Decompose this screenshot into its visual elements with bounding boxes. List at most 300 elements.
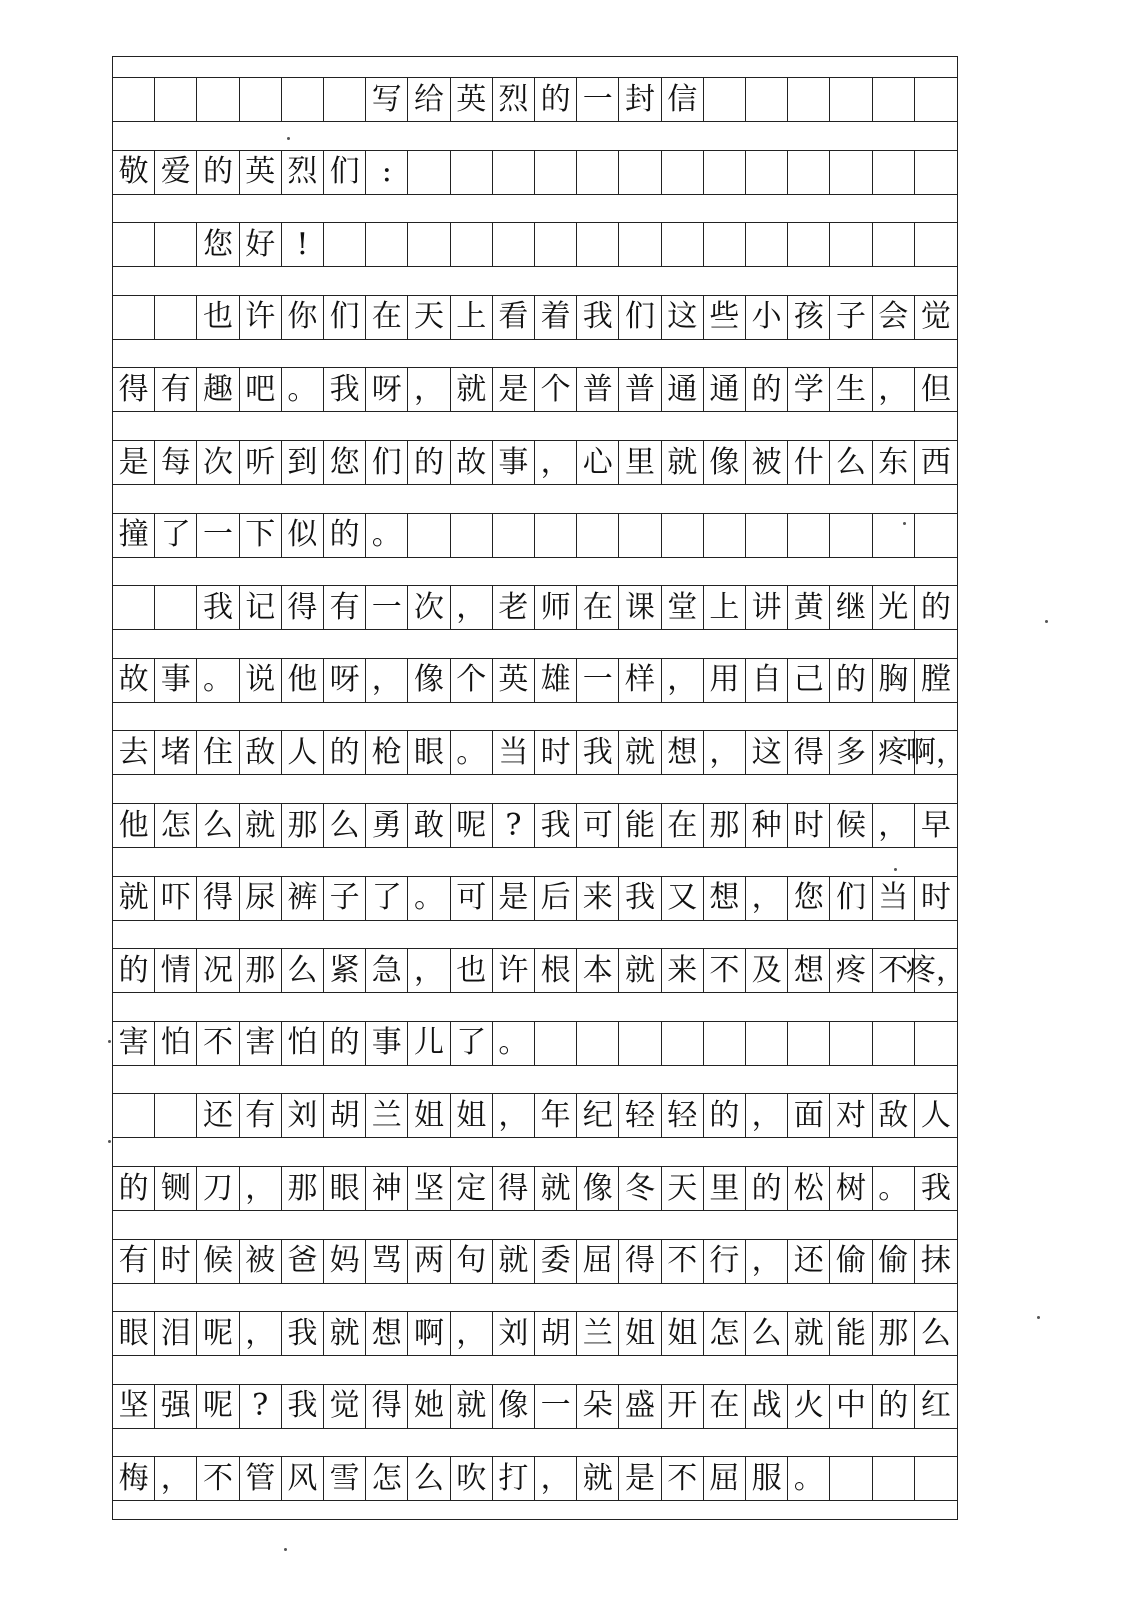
grid-cell: [915, 223, 957, 266]
pencil-dot: [108, 1140, 111, 1143]
grid-cell: 人: [282, 731, 324, 774]
grid-cell: 怕: [155, 1022, 197, 1065]
grid-cell: 可: [577, 804, 619, 847]
grid-cell: 啊，: [905, 734, 966, 770]
grid-cell: [535, 514, 577, 557]
letter-line-row: [113, 295, 957, 340]
grid-cell: 及: [746, 949, 788, 992]
grid-cell: 就: [240, 804, 282, 847]
pencil-dot: [894, 868, 897, 871]
grid-cell: 想: [788, 949, 830, 992]
grid-cell: 姐: [408, 1094, 450, 1137]
grid-cell: 儿: [408, 1022, 450, 1065]
grid-cell: 的: [535, 78, 577, 121]
grid-cell: 们: [324, 151, 366, 194]
grid-cell: 得: [282, 586, 324, 629]
grid-cell: [915, 514, 957, 557]
grid-cell: [873, 1022, 915, 1065]
grid-cell: 什: [788, 441, 830, 484]
grid-cell: [704, 223, 746, 266]
grid-cell: 天: [408, 296, 450, 339]
grid-cell: 每: [155, 441, 197, 484]
grid-cell: [408, 514, 450, 557]
grid-cell: 我: [619, 877, 661, 920]
grid-cell: 来: [577, 877, 619, 920]
letter-line-row: [113, 1311, 957, 1356]
grid-cell: [746, 514, 788, 557]
grid-cell: 朵: [577, 1385, 619, 1428]
grid-cell: 一: [577, 659, 619, 702]
grid-cell: 们: [366, 441, 408, 484]
grid-cell: 一: [366, 586, 408, 629]
grid-cell: 姐: [662, 1312, 704, 1355]
grid-cell: 红: [920, 1388, 951, 1424]
grid-cell: [873, 1457, 915, 1500]
grid-cell: ，: [408, 368, 450, 411]
grid-cell: ，: [408, 949, 450, 992]
grid-cell: 那: [282, 1167, 324, 1210]
grid-cell: 怎: [155, 804, 197, 847]
grid-cell: 我: [324, 368, 366, 411]
grid-cell: 就: [662, 441, 704, 484]
grid-cell: 。: [282, 368, 324, 411]
grid-cell: [788, 151, 830, 194]
grid-cell: ?: [493, 804, 535, 847]
grid-cell: 还: [197, 1094, 239, 1137]
grid-cell: 吹: [451, 1457, 493, 1500]
grid-cell: ，: [873, 368, 915, 411]
grid-cell: 继: [830, 586, 872, 629]
grid-cell: 就: [577, 1457, 619, 1500]
grid-cell: 像: [493, 1385, 535, 1428]
grid-cell: ，: [746, 1240, 788, 1283]
grid-cell: 记: [240, 586, 282, 629]
grid-cell: 神: [366, 1167, 408, 1210]
grid-cell: [704, 514, 746, 557]
grid-cell: 就: [619, 731, 661, 774]
grid-cell: [282, 78, 324, 121]
grid-cell: 烈: [493, 78, 535, 121]
grid-cell: 轻: [662, 1094, 704, 1137]
grid-cell: 你: [282, 296, 324, 339]
grid-cell: 像: [704, 441, 746, 484]
grid-cell: 。: [408, 877, 450, 920]
grid-cell: :: [366, 151, 408, 194]
grid-cell: 纪: [577, 1094, 619, 1137]
grid-cell: [493, 223, 535, 266]
grid-cell: 通: [662, 368, 704, 411]
grid-cell: 呢: [197, 1385, 239, 1428]
grid-cell: [915, 1457, 957, 1500]
grid-cell: 您: [197, 223, 239, 266]
grid-cell: 些: [704, 296, 746, 339]
grid-cell: 抹: [920, 1243, 951, 1279]
grid-cell: 眼: [324, 1167, 366, 1210]
grid-cell: 轻: [619, 1094, 661, 1137]
grid-cell: 就: [493, 1240, 535, 1283]
grid-cell: 的: [746, 368, 788, 411]
grid-cell: 被: [240, 1240, 282, 1283]
grid-cell: 么: [920, 1315, 951, 1351]
grid-cell: 给: [408, 78, 450, 121]
grid-cell: 的: [408, 441, 450, 484]
letter-line-row: [113, 1093, 957, 1138]
grid-cell: 是: [493, 877, 535, 920]
grid-cell: 早: [920, 807, 951, 843]
grid-cell: 里: [704, 1167, 746, 1210]
grid-cell: [535, 1022, 577, 1065]
grid-cell: 打: [493, 1457, 535, 1500]
grid-cell: [746, 1022, 788, 1065]
grid-cell: 冬: [619, 1167, 661, 1210]
grid-cell: 坚: [113, 1385, 155, 1428]
grid-cell: !: [282, 223, 324, 266]
grid-cell: 。: [788, 1457, 830, 1500]
grid-cell: 疼: [873, 731, 915, 774]
grid-cell: 上: [451, 296, 493, 339]
grid-cell: 那: [240, 949, 282, 992]
grid-cell: 得: [366, 1385, 408, 1428]
grid-cell: [915, 78, 957, 121]
grid-cell: 个: [451, 659, 493, 702]
grid-cell: 句: [451, 1240, 493, 1283]
grid-cell: 在: [662, 804, 704, 847]
grid-cell: 上: [704, 586, 746, 629]
grid-cell: 也: [197, 296, 239, 339]
grid-cell: ，: [451, 1312, 493, 1355]
grid-cell: 敢: [408, 804, 450, 847]
grid-cell: 就: [535, 1167, 577, 1210]
grid-cell: [873, 78, 915, 121]
grid-cell: 我: [282, 1312, 324, 1355]
grid-cell: 您: [788, 877, 830, 920]
grid-cell: 雪: [324, 1457, 366, 1500]
grid-cell: 心: [577, 441, 619, 484]
grid-cell: 的: [113, 949, 155, 992]
grid-cell: ，: [155, 1457, 197, 1500]
grid-cell: 况: [197, 949, 239, 992]
grid-cell: 想: [662, 731, 704, 774]
grid-cell: 子: [324, 877, 366, 920]
grid-cell: 强: [155, 1385, 197, 1428]
grid-cell: 雄: [535, 659, 577, 702]
grid-cell: [451, 151, 493, 194]
grid-cell: [408, 151, 450, 194]
grid-cell: 就: [113, 877, 155, 920]
letter-line-row: [113, 440, 957, 485]
grid-cell: 孩: [788, 296, 830, 339]
grid-cell: 的: [873, 1385, 915, 1428]
grid-cell: 刘: [282, 1094, 324, 1137]
grid-cell: 老: [493, 586, 535, 629]
grid-cell: 姐: [619, 1312, 661, 1355]
grid-cell: 得: [113, 368, 155, 411]
grid-cell: 本: [577, 949, 619, 992]
grid-cell: 得: [493, 1167, 535, 1210]
grid-cell: 盛: [619, 1385, 661, 1428]
grid-cell: 我: [577, 296, 619, 339]
grid-cell: [155, 1094, 197, 1137]
grid-cell: [451, 223, 493, 266]
pencil-dot: [1045, 620, 1048, 623]
grid-cell: 管: [240, 1457, 282, 1500]
grid-cell: 多: [830, 731, 872, 774]
grid-cell: 在: [366, 296, 408, 339]
grid-cell: 兰: [577, 1312, 619, 1355]
grid-cell: 兰: [366, 1094, 408, 1137]
grid-cell: 觉: [920, 299, 951, 335]
grid-cell: [619, 151, 661, 194]
grid-cell: 中: [830, 1385, 872, 1428]
grid-cell: 说: [240, 659, 282, 702]
grid-cell: 不: [662, 1240, 704, 1283]
grid-cell: 的: [830, 659, 872, 702]
grid-cell: [113, 296, 155, 339]
grid-cell: 眼: [408, 731, 450, 774]
grid-cell: 害: [113, 1022, 155, 1065]
grid-cell: 的: [704, 1094, 746, 1137]
grid-cell: 撞: [113, 514, 155, 557]
grid-cell: 尿: [240, 877, 282, 920]
grid-cell: 学: [788, 368, 830, 411]
grid-cell: 姐: [451, 1094, 493, 1137]
grid-cell: 我: [282, 1385, 324, 1428]
grid-cell: 我: [577, 731, 619, 774]
grid-cell: ，: [873, 804, 915, 847]
grid-cell: [577, 151, 619, 194]
grid-cell: 怎: [366, 1457, 408, 1500]
letter-line-row: [113, 513, 957, 558]
grid-cell: 像: [577, 1167, 619, 1210]
grid-cell: 铡: [155, 1167, 197, 1210]
letter-line-row: [113, 876, 957, 921]
grid-cell: 他: [282, 659, 324, 702]
grid-cell: [577, 223, 619, 266]
grid-cell: [324, 223, 366, 266]
grid-cell: 们: [619, 296, 661, 339]
grid-cell: 普: [577, 368, 619, 411]
grid-cell: 一: [577, 78, 619, 121]
grid-cell: [830, 151, 872, 194]
grid-cell: [746, 223, 788, 266]
grid-cell: 战: [746, 1385, 788, 1428]
grid-cell: 们: [830, 877, 872, 920]
grid-cell: [830, 1022, 872, 1065]
grid-cell: [873, 514, 915, 557]
grid-cell: 有: [324, 586, 366, 629]
grid-cell: 面: [788, 1094, 830, 1137]
grid-cell: 得: [788, 731, 830, 774]
grid-cell: 就: [451, 1385, 493, 1428]
grid-cell: [197, 78, 239, 121]
letter-line-row: [113, 1239, 957, 1284]
grid-cell: 树: [830, 1167, 872, 1210]
grid-cell: [155, 586, 197, 629]
grid-cell: 故: [113, 659, 155, 702]
grid-cell: 。: [366, 514, 408, 557]
grid-cell: [366, 223, 408, 266]
grid-cell: 天: [662, 1167, 704, 1210]
grid-cell: 在: [577, 586, 619, 629]
grid-cell: [830, 223, 872, 266]
grid-cell: 的: [113, 1167, 155, 1210]
grid-cell: ，: [535, 441, 577, 484]
grid-cell: 像: [408, 659, 450, 702]
grid-cell: 会: [873, 296, 915, 339]
grid-cell: 时: [535, 731, 577, 774]
grid-cell: 的: [920, 589, 951, 625]
grid-cell: 东: [873, 441, 915, 484]
grid-cell: 能: [830, 1312, 872, 1355]
grid-cell: 就: [619, 949, 661, 992]
grid-cell: 堂: [662, 586, 704, 629]
grid-cell: ?: [240, 1385, 282, 1428]
grid-cell: 怕: [282, 1022, 324, 1065]
grid-cell: 定: [451, 1167, 493, 1210]
grid-cell: [873, 151, 915, 194]
letter-line-row: [113, 1384, 957, 1429]
grid-cell: [451, 514, 493, 557]
grid-cell: 吧: [240, 368, 282, 411]
grid-cell: 年: [535, 1094, 577, 1137]
grid-cell: 当: [493, 731, 535, 774]
grid-cell: 么: [408, 1457, 450, 1500]
pencil-dot: [284, 1548, 287, 1551]
grid-cell: [155, 78, 197, 121]
grid-cell: 了: [451, 1022, 493, 1065]
grid-cell: 人: [920, 1097, 951, 1133]
grid-cell: 好: [240, 223, 282, 266]
grid-cell: [704, 1022, 746, 1065]
grid-cell: 我: [535, 804, 577, 847]
grid-cell: 着: [535, 296, 577, 339]
grid-cell: 泪: [155, 1312, 197, 1355]
grid-cell: 自: [746, 659, 788, 702]
grid-cell: [619, 514, 661, 557]
grid-cell: 是: [113, 441, 155, 484]
grid-cell: 候: [830, 804, 872, 847]
grid-cell: [662, 1022, 704, 1065]
grid-cell: 他: [113, 804, 155, 847]
grid-cell: 通: [704, 368, 746, 411]
grid-cell: 爸: [282, 1240, 324, 1283]
grid-cell: 膛: [920, 662, 951, 698]
grid-cell: [788, 223, 830, 266]
letter-title-row: [113, 77, 957, 122]
grid-cell: 疼，: [905, 952, 966, 988]
grid-cell: 事: [493, 441, 535, 484]
grid-cell: [915, 151, 957, 194]
grid-cell: 偷: [830, 1240, 872, 1283]
grid-cell: 我: [920, 1170, 951, 1206]
letter-line-row: [113, 1166, 957, 1211]
grid-cell: 害: [240, 1022, 282, 1065]
grid-cell: 的: [746, 1167, 788, 1210]
grid-cell: 样: [619, 659, 661, 702]
grid-cell: 的: [324, 731, 366, 774]
letter-line-row: [113, 222, 957, 267]
grid-cell: 就: [451, 368, 493, 411]
grid-cell: 下: [240, 514, 282, 557]
grid-cell: 小: [746, 296, 788, 339]
grid-cell: 眼: [113, 1312, 155, 1355]
grid-cell: 事: [155, 659, 197, 702]
grid-cell: 课: [619, 586, 661, 629]
grid-cell: 胡: [535, 1312, 577, 1355]
grid-cell: 火: [788, 1385, 830, 1428]
grid-cell: 趣: [197, 368, 239, 411]
grid-cell: 么: [197, 804, 239, 847]
grid-cell: ，: [240, 1312, 282, 1355]
grid-cell: 时: [920, 880, 951, 916]
grid-cell: [240, 78, 282, 121]
grid-cell: 讲: [746, 586, 788, 629]
grid-cell: [577, 1022, 619, 1065]
grid-cell: 就: [324, 1312, 366, 1355]
grid-cell: 能: [619, 804, 661, 847]
grid-cell: 疼: [830, 949, 872, 992]
letter-line-row: [113, 150, 957, 195]
grid-cell: 时: [788, 804, 830, 847]
grid-cell: 呢: [451, 804, 493, 847]
letter-line-row: [113, 948, 966, 993]
grid-cell: 当: [873, 877, 915, 920]
grid-cell: 写: [366, 78, 408, 121]
grid-cell: 的: [324, 1022, 366, 1065]
grid-cell: 就: [788, 1312, 830, 1355]
grid-cell: 有: [113, 1240, 155, 1283]
grid-cell: 是: [619, 1457, 661, 1500]
grid-cell: 屈: [704, 1457, 746, 1500]
grid-cell: ，: [493, 1094, 535, 1137]
grid-cell: 一: [535, 1385, 577, 1428]
grid-cell: 们: [324, 296, 366, 339]
grid-cell: ，: [746, 877, 788, 920]
grid-cell: 去: [113, 731, 155, 774]
grid-cell: ，: [451, 586, 493, 629]
grid-cell: 听: [240, 441, 282, 484]
grid-cell: 在: [704, 1385, 746, 1428]
grid-cell: 勇: [366, 804, 408, 847]
grid-cell: 英: [451, 78, 493, 121]
grid-cell: 刘: [493, 1312, 535, 1355]
grid-cell: 来: [662, 949, 704, 992]
grid-cell: 事: [366, 1022, 408, 1065]
grid-cell: 封: [619, 78, 661, 121]
grid-cell: 似: [282, 514, 324, 557]
grid-cell: 开: [662, 1385, 704, 1428]
grid-cell: 住: [197, 731, 239, 774]
grid-cell: 坚: [408, 1167, 450, 1210]
grid-cell: 了: [155, 514, 197, 557]
grid-cell: 不: [197, 1022, 239, 1065]
grid-cell: ，: [704, 731, 746, 774]
grid-cell: [788, 514, 830, 557]
grid-cell: 吓: [155, 877, 197, 920]
grid-cell: 有: [155, 368, 197, 411]
grid-cell: ，: [662, 659, 704, 702]
grid-cell: 想: [366, 1312, 408, 1355]
pencil-dot: [903, 522, 906, 525]
grid-cell: 故: [451, 441, 493, 484]
grid-cell: 那: [873, 1312, 915, 1355]
grid-cell: [830, 514, 872, 557]
grid-cell: 黄: [788, 586, 830, 629]
grid-cell: 两: [408, 1240, 450, 1283]
letter-line-row: [113, 658, 957, 703]
grid-cell: 那: [282, 804, 324, 847]
grid-cell: [662, 223, 704, 266]
